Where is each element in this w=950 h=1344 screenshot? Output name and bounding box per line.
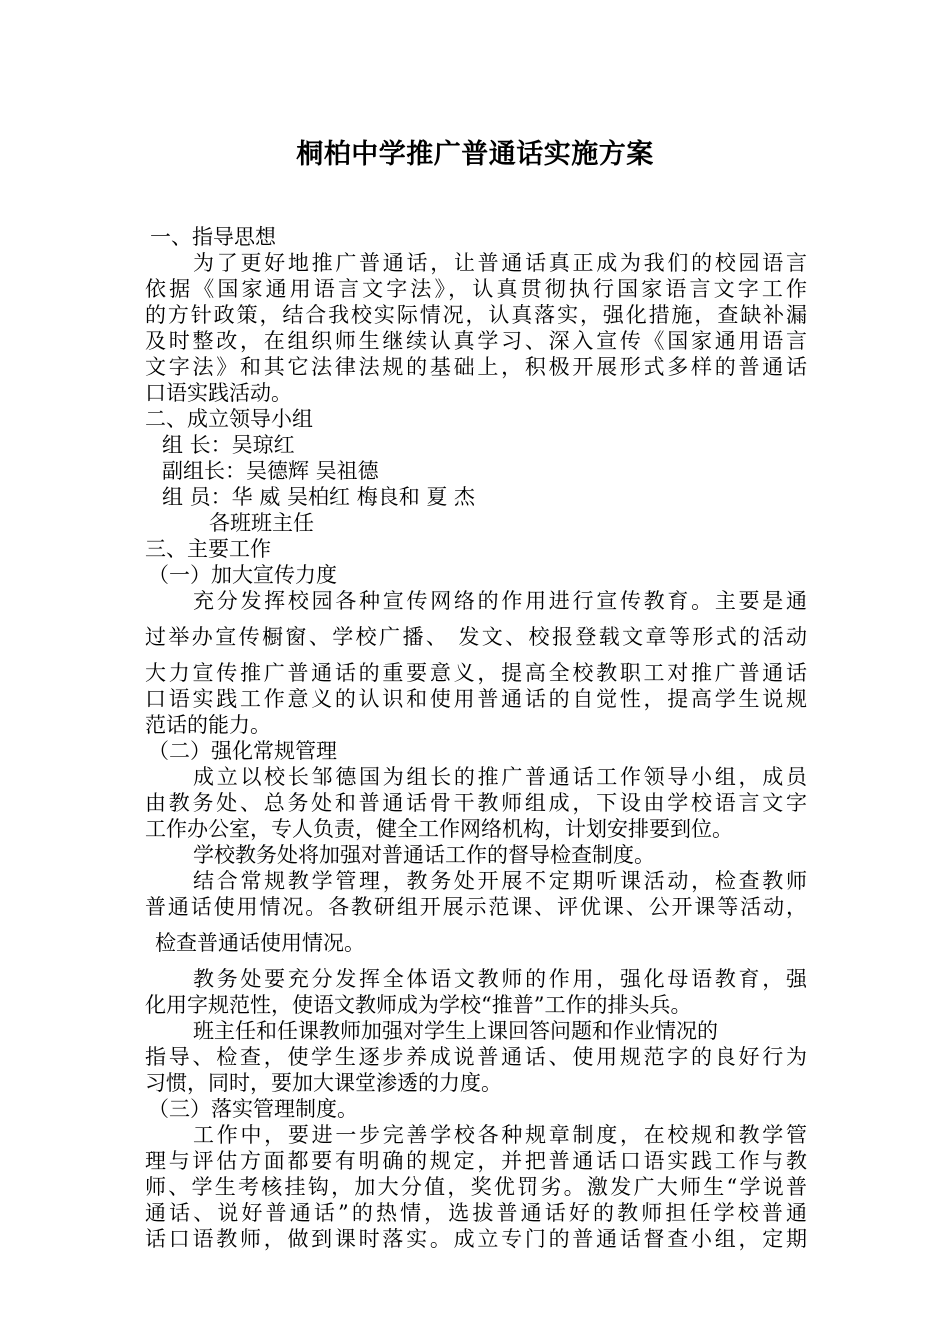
paragraph-line: 理与评估方面都要有明确的规定，并把普通话口语实践工作与教 <box>145 1149 807 1173</box>
paragraph-line: 充分发挥校园各种宣传网络的作用进行宣传教育。主要是通 <box>193 589 807 613</box>
paragraph-line: 普通话使用情况。各教研组开展示范课、评优课、公开课等活动， <box>145 895 807 919</box>
members-line: 组 员：华 威 吴柏红 梅良和 夏 杰 <box>162 485 476 509</box>
paragraph-line: 工作中，要进一步完善学校各种规章制度，在校规和教学管 <box>193 1123 807 1147</box>
paragraph-line: 工作办公室，专人负责，健全工作网络机构，计划安排要到位。 <box>145 817 733 841</box>
section-heading: 三、主要工作 <box>145 537 271 561</box>
paragraph-line: 结合常规教学管理，教务处开展不定期听课活动，检查教师 <box>193 869 807 893</box>
paragraph-line: 成立以校长邹德国为组长的推广普通话工作领导小组，成员 <box>193 765 807 789</box>
paragraph-line: 检查普通话使用情况。 <box>155 931 365 955</box>
paragraph-line: 教务处要充分发挥全体语文教师的作用，强化母语教育，强 <box>193 967 807 991</box>
paragraph-line: 话口语教师，做到课时落实。成立专门的普通话督查小组，定期 <box>145 1227 807 1251</box>
paragraph-line: 学校教务处将加强对普通话工作的督导检查制度。 <box>193 843 655 867</box>
section-heading: 二、成立领导小组 <box>145 407 313 431</box>
paragraph-line: 文字法》和其它法律法规的基础上，积极开展形式多样的普通话 <box>145 355 807 379</box>
paragraph-line: 化用字规范性，使语文教师成为学校“推普”工作的排头兵。 <box>145 993 692 1017</box>
paragraph-line: 的方针政策，结合我校实际情况，认真落实，强化措施，查缺补漏 <box>145 303 807 327</box>
members-line: 各班班主任 <box>209 511 314 535</box>
paragraph-line: 习惯，同时，要加大课堂渗透的力度。 <box>145 1071 502 1095</box>
paragraph-line: 师、学生考核挂钩，加大分值，奖优罚劣。激发广大师生“学说普 <box>145 1175 807 1199</box>
document-title: 桐柏中学推广普通话实施方案 <box>296 139 654 170</box>
deputy-leader-line: 副组长：吴德辉 吴祖德 <box>162 459 379 483</box>
paragraph-line: 及时整改，在组织师生继续认真学习、深入宣传《国家通用语言 <box>145 329 807 353</box>
paragraph-line: 班主任和任课教师加强对学生上课回答问题和作业情况的 <box>193 1019 718 1043</box>
paragraph-line: 过举办宣传橱窗、学校广播、 发文、校报登载文章等形式的活动 <box>145 625 807 649</box>
subsection-heading: （三）落实管理制度。 <box>148 1097 358 1121</box>
subsection-heading: （一）加大宣传力度 <box>148 563 337 587</box>
paragraph-line: 依据《国家通用语言文字法》，认真贯彻执行国家语言文字工作 <box>145 277 807 301</box>
section-heading: 一、指导思想 <box>150 225 276 249</box>
paragraph-line: 由教务处、总务处和普通话骨干教师组成，下设由学校语言文字 <box>145 791 807 815</box>
paragraph-line: 大力宣传推广普通话的重要意义，提高全校教职工对推广普通话 <box>145 661 807 685</box>
leader-line: 组 长：吴琼红 <box>162 433 295 457</box>
paragraph-line: 指导、检查，使学生逐步养成说普通话、使用规范字的良好行为 <box>145 1045 807 1069</box>
paragraph-line: 口语实践工作意义的认识和使用普通话的自觉性，提高学生说规 <box>145 687 807 711</box>
paragraph-line: 通话、说好普通话”的热情，选拔普通话好的教师担任学校普通 <box>145 1201 807 1225</box>
paragraph-line: 口语实践活动。 <box>145 381 292 405</box>
paragraph-line: 范话的能力。 <box>145 713 271 737</box>
subsection-heading: （二）强化常规管理 <box>148 739 337 763</box>
paragraph-line: 为了更好地推广普通话，让普通话真正成为我们的校园语言 <box>193 251 807 275</box>
